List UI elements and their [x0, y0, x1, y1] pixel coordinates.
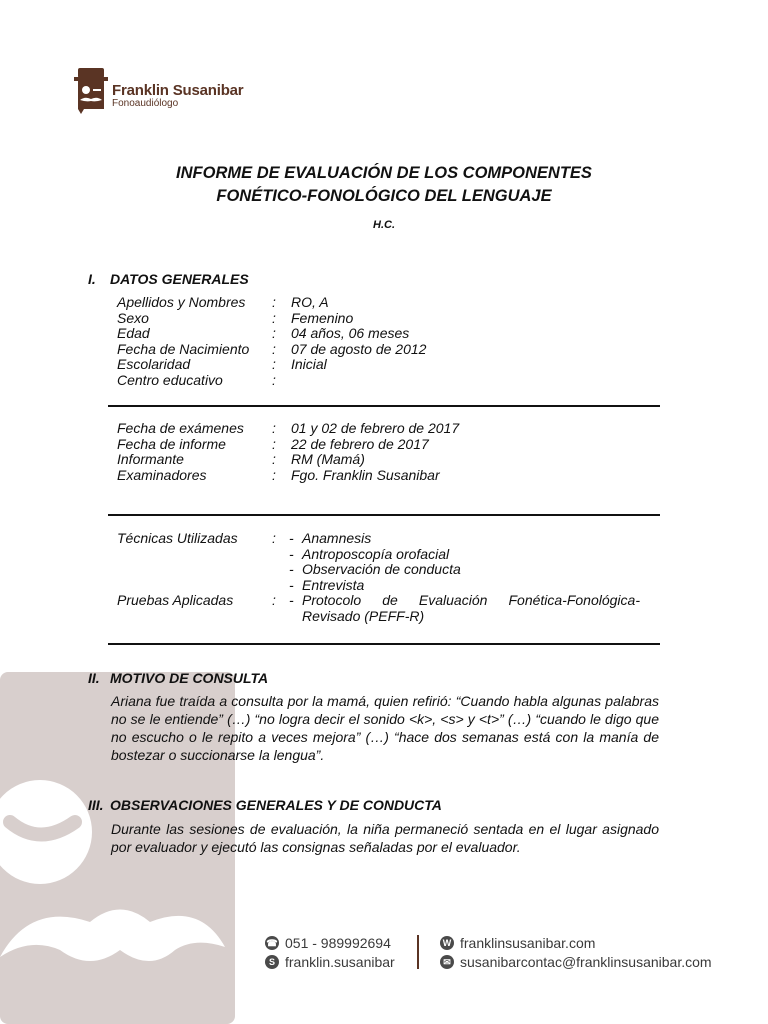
field-colon: : [272, 340, 276, 357]
list-item-continuation: Revisado (PEFF-R) [302, 607, 425, 624]
skype-icon: S [265, 955, 279, 969]
field-colon: : [272, 451, 276, 467]
field-value: 07 de agosto de 2012 [291, 340, 427, 357]
phone-number: 051 - 989992694 [285, 935, 391, 951]
field-value: Inicial [291, 356, 327, 372]
list-dash: - [289, 545, 294, 562]
field-label: Fecha de exámenes [117, 420, 244, 436]
field-colon: : [272, 325, 276, 341]
list-item: Entrevista [302, 576, 365, 593]
list-item: Antroposcopía orofacial [302, 545, 450, 562]
web-link[interactable]: franklinsusanibar.com [460, 935, 596, 951]
field-label: Examinadores [117, 466, 207, 483]
section-number: II. [88, 670, 100, 686]
phone-contact [265, 935, 391, 951]
field-colon: : [272, 294, 276, 310]
list-item: Protocolo de Evaluación Fonética-Fonológica- [302, 592, 640, 608]
email-icon: ✉ [440, 955, 454, 969]
title-line-2: FONÉTICO-FONOLÓGICO DEL LENGUAJE [216, 187, 552, 205]
email-contact[interactable] [440, 954, 712, 970]
field-label: Centro educativo [117, 371, 223, 388]
field-colon: : [272, 466, 276, 483]
field-value: Femenino [291, 309, 354, 326]
skype-name: franklin.susanibar [285, 954, 395, 970]
section-number: III. [88, 797, 104, 813]
phone-icon: ☎ [266, 938, 278, 948]
field-label: Escolaridad [117, 356, 191, 372]
motivo-paragraph: Ariana fue traída a consulta por la mamá, quien refirió: “Cuando habla algunas palabras no se le entiende” (…) “no logra decir el sonido <k>, <s> y <t>” (…) “cuando le digo que no escucho o le repito a veces mejora” (…) “hace dos semanas está con la manía de bostezar o succionarse la lengua”. [111, 693, 659, 763]
field-label: Informante [117, 451, 184, 467]
field-label: Pruebas Aplicadas [117, 592, 234, 608]
field-label: Edad [117, 325, 150, 341]
divider [108, 643, 660, 645]
list-dash: - [289, 561, 294, 577]
list-dash: - [289, 576, 294, 593]
field-value: Fgo. Franklin Susanibar [291, 466, 440, 483]
title-line-1: INFORME DE EVALUACIÓN DE LOS COMPONENTES [176, 164, 592, 182]
report-title [0, 162, 768, 208]
logo-name: Franklin Susanibar [112, 82, 244, 99]
logo-subtitle: Fonoaudiólogo [112, 98, 179, 109]
list-dash: - [289, 530, 294, 546]
field-colon: : [272, 420, 276, 436]
list-item: Observación de conducta [302, 561, 461, 577]
field-colon: : [272, 435, 276, 452]
list-item: Anamnesis [302, 530, 372, 546]
field-label: Fecha de Nacimiento [117, 340, 250, 357]
skype-contact [265, 954, 395, 970]
divider [108, 514, 660, 516]
field-value: 01 y 02 de febrero de 2017 [291, 420, 460, 436]
divider [108, 405, 660, 407]
field-value: 22 de febrero de 2017 [291, 435, 429, 452]
email-link[interactable]: susanibarcontac@franklinsusanibar.com [460, 954, 712, 970]
list-dash: - [289, 592, 294, 608]
hc-label: H.C. [373, 219, 395, 231]
observaciones-paragraph: Durante las sesiones de evaluación, la niña permaneció sentada en el lugar asignado por evaluador y ejecutó las consignas señaladas por el evaluador. [111, 821, 659, 855]
field-colon: : [272, 356, 276, 372]
brand-logo [74, 68, 243, 114]
web-icon: W [440, 936, 454, 950]
field-colon: : [272, 592, 276, 608]
section-label: DATOS GENERALES [110, 271, 249, 287]
web-contact[interactable] [440, 935, 595, 951]
field-label: Sexo [117, 309, 149, 326]
field-label: Fecha de informe [117, 435, 226, 452]
field-value: 04 años, 06 meses [291, 325, 410, 341]
field-label: Apellidos y Nombres [117, 294, 246, 310]
contact-separator [417, 935, 419, 969]
field-colon: : [272, 530, 276, 546]
field-value: RO, A [291, 294, 329, 310]
field-label: Técnicas Utilizadas [117, 530, 238, 546]
field-value: RM (Mamá) [291, 451, 365, 467]
mustache-face-logo-icon [74, 68, 108, 114]
section-label: MOTIVO DE CONSULTA [110, 670, 269, 686]
section-number: I. [88, 271, 96, 287]
field-colon: : [272, 309, 276, 326]
section-label: OBSERVACIONES GENERALES Y DE CONDUCTA [110, 797, 442, 813]
field-colon: : [272, 371, 276, 388]
